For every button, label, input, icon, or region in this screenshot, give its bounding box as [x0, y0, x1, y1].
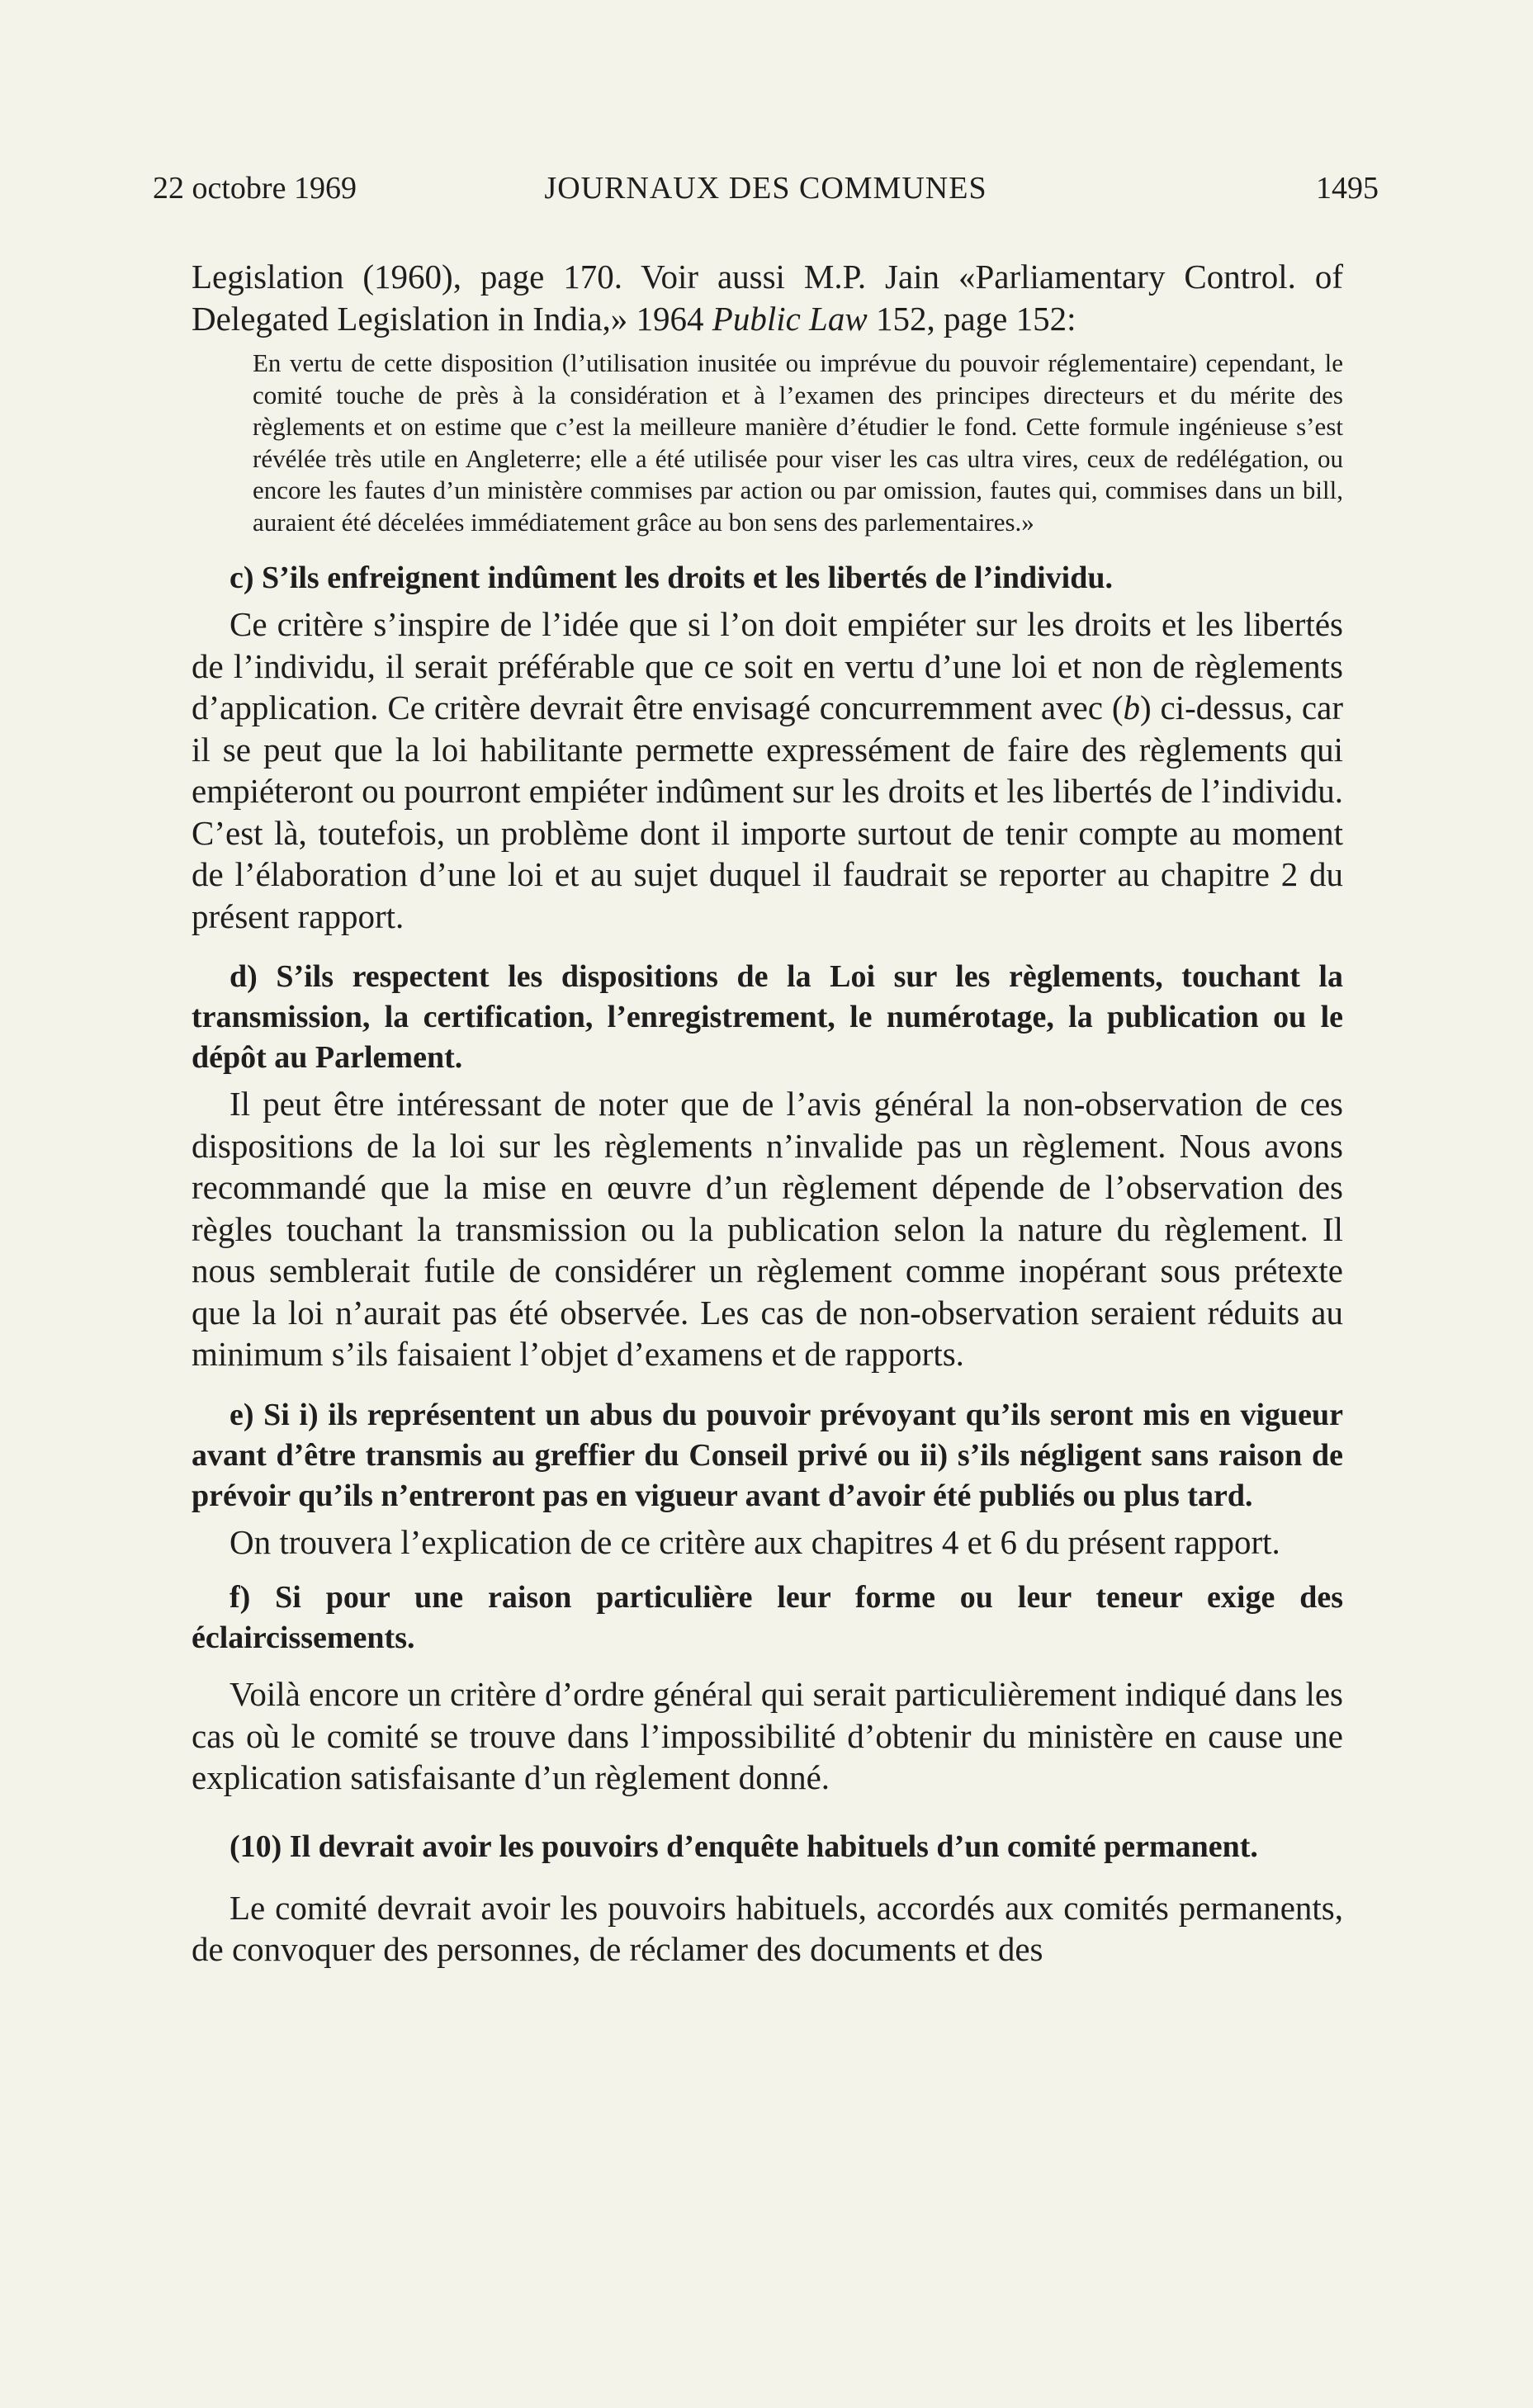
paragraph-criterion-f: Voilà encore un critère d’ordre général qui serait particulièrement indiqué dans les cas où le comité se trouve dans l’impossibilité d’obtenir du ministère en cause une explication satisfaisante d’un règlement donné.	[192, 1675, 1343, 1796]
continuation-italic: Public Law	[712, 299, 868, 338]
heading-criterion-e: e) Si i) ils représentent un abus du pouvoir prévoyant qu’ils seront mis en vigueur avant d’être transmis au greffier du Conseil privé ou ii) s’ils négligent sans raison de prévoir qu’ils n’entreront pas en vigueur avant d’avoir été publiés ou plus tard.	[192, 1397, 1343, 1513]
header-date: 22 octobre 1969	[153, 171, 357, 206]
heading-section-10: (10) Il devrait avoir les pouvoirs d’enquête habituels d’un comité permanent.	[229, 1828, 1258, 1864]
paragraph-c-text-b: ) ci-dessus, car il se peut que la loi habilitante permette expressément de faire des règlements qui empiéteront ou pourront empiéter indûment sur les droits et les libertés de l’individu. C’est là, toutefois, un problème dont il importe surtout de tenir compte au moment de l’élaboration d’une loi et au sujet duquel il faudrait se reporter au chapitre 2 du présent rapport.	[192, 688, 1343, 935]
continuation-text-b: 152, page 152:	[867, 299, 1076, 338]
heading-criterion-f: f) Si pour une raison particulière leur forme ou leur teneur exige des éclaircissements.	[192, 1580, 1343, 1655]
paragraph-criterion-d: Il peut être intéressant de noter que de l’avis général la non-observation de ces dispositions de la loi sur les règlements n’invalide pas un règlement. Nous avons recommandé que la mise en œuvre d’un règlement dépende de l’observation des règles touchant la transmission ou la publication selon la nature du règlement. Il nous semblerait futile de considérer un règlement comme inopérant sous prétexte que la loi n’aurait pas été observée. Les cas de non-observation seraient réduits au minimum s’ils faisaient l’objet d’examens et de rapports.	[192, 1085, 1343, 1373]
page-body	[192, 256, 1343, 1970]
page-number: 1495	[1316, 171, 1379, 206]
paragraph-c-text-a: Ce critère s’inspire de l’idée que si l’on doit empiéter sur les droits et les libertés de l’individu, il serait préférable que ce soit en vertu d’une loi et non de règlements d’application. Ce critère devrait être envisagé concurremment avec (	[192, 605, 1343, 726]
paragraph-criterion-e: On trouvera l’explication de ce critère aux chapitres 4 et 6 du présent rapport.	[229, 1522, 1280, 1561]
paragraph-criterion-c	[192, 603, 1343, 937]
heading-criterion-c: c) S’ils enfreignent indûment les droits et les libertés de l’individu.	[229, 561, 1113, 595]
header-journal-title: JOURNAUX DES COMMUNES	[544, 171, 987, 206]
paragraph-c-italic: b	[1123, 688, 1140, 726]
paragraph-section-10: Le comité devrait avoir les pouvoirs habituels, accordés aux comités permanents, de convoquer des personnes, de réclamer des documents et des	[192, 1888, 1343, 1968]
continuation-paragraph	[192, 256, 1343, 339]
heading-criterion-d: d) S’ils respectent les dispositions de la Loi sur les règlements, touchant la transmission, la certification, l’enregistrement, le numérotage, la publication ou le dépôt au Parlement.	[192, 959, 1343, 1075]
block-quote: En vertu de cette disposition (l’utilisation inusitée ou imprévue du pouvoir réglementaire) cependant, le comité touche de près à la considération et à l’examen des principes directeurs et du mérite des règlements et on estime que c’est la meilleure manière d’étudier le fond. Cette formule ingénieuse s’est révélée très utile en Angleterre; elle a été utilisée pour viser les cas ultra vires, ceux de redélégation, ou encore les fautes d’un ministère commises par action ou par omission, fautes qui, commises dans un bill, auraient été décelées immédiatement grâce au bon sens des parlementaires.»	[253, 348, 1343, 537]
continuation-text-a: Legislation (1960), page 170. Voir aussi M.P. Jain «Parliamentary Control. of Delegated Legislation in India,» 1964	[192, 258, 1343, 338]
running-header	[153, 168, 1379, 209]
